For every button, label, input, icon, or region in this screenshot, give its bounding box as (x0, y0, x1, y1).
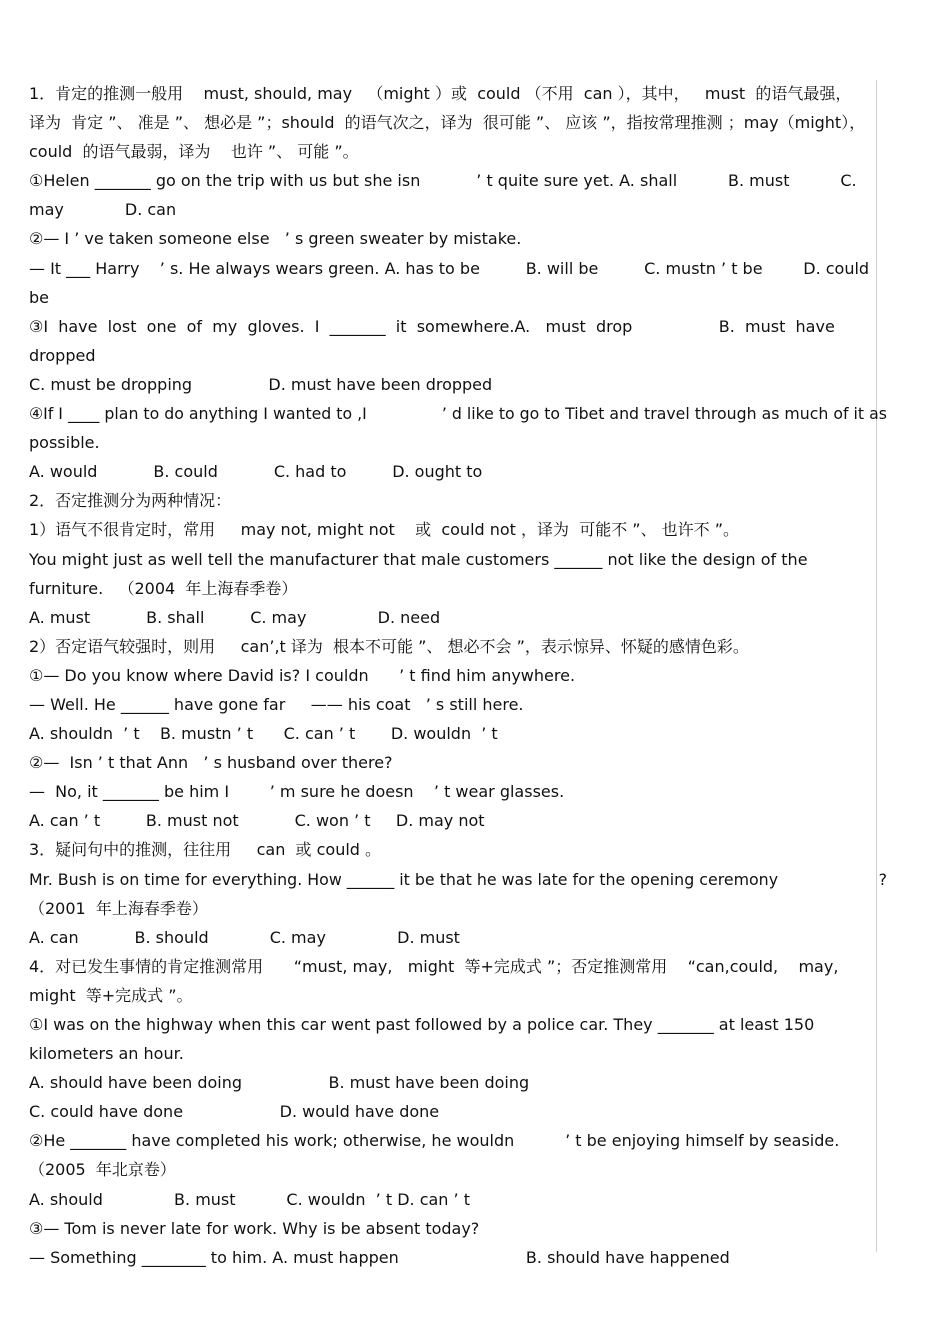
text-line: You might just as well tell the manufacturer that male customers ______ not like the design of the (29, 549, 808, 569)
text-line: ②— I ’ ve taken someone else ’ s green sweater by mistake. (29, 229, 522, 249)
text-line: possible. (29, 433, 100, 453)
text-line: — Well. He ______ have gone far —— his coat ’ s still here. (29, 694, 524, 714)
text-line: Mr. Bush is on time for everything. How ______ it be that he was late for the opening ceremony ? (29, 869, 888, 889)
text-line: ④If I ____ plan to do anything I wanted to ,I ’ d like to go to Tibet and travel through as much of it as (29, 404, 887, 424)
text-line: C. must be dropping D. must have been dropped (29, 374, 493, 394)
text-line: 3．疑问句中的推测，往往用 can 或 could 。 (29, 840, 382, 860)
text-line: A. shouldn ’ t B. mustn ’ t C. can ’ t D. wouldn ’ t (29, 724, 498, 744)
text-line: A. would B. could C. had to D. ought to (29, 462, 483, 482)
text-line: 4．对已发生事情的肯定推测常用 “must, may, might 等+完成式 ”；否定推测常用 “can,could, may, (29, 956, 839, 976)
text-line: ③— Tom is never late for work. Why is be absent today? (29, 1218, 480, 1238)
text-line: A. can B. should C. may D. must (29, 927, 460, 947)
text-line: may D. can (29, 200, 177, 220)
text-line: ①I was on the highway when this car went past followed by a police car. They _______ at least 150 (29, 1015, 815, 1034)
text-line: （2001 年上海春季卷） (29, 898, 208, 918)
text-line: ①— Do you know where David is? I couldn ’ t find him anywhere. (29, 665, 576, 685)
text-line: — It ___ Harry ’ s. He always wears green. A. has to be B. will be C. mustn ’ t be D. could (29, 258, 870, 278)
text-line: be (29, 287, 49, 307)
text-line: C. could have done D. would have done (29, 1102, 440, 1122)
text-line: — Something ________ to him. A. must happen B. should have happened (29, 1247, 730, 1267)
text-line: might 等+完成式 ”。 (29, 985, 193, 1005)
text-line: kilometers an hour. (29, 1044, 184, 1064)
document-body (29, 79, 887, 1272)
text-line: A. should have been doing B. must have been doing (29, 1073, 530, 1093)
text-line: 译为 肯定 ”、 准是 ”、 想必是 ”；should 的语气次之，译为 很可能 ”、 应该 ”，指按常理推测 ；may（might）， (29, 113, 866, 133)
text-line: 2．否定推测分为两种情况： (29, 491, 232, 511)
text-line: ①Helen _______ go on the trip with us but she isn ’ t quite sure yet. A. shall B. must C. (29, 171, 857, 191)
text-line: （2005 年北京卷） (29, 1160, 176, 1180)
text-line: furniture. （2004 年上海春季卷） (29, 578, 298, 598)
text-line: ③I have lost one of my gloves. I _______ it somewhere.A. must drop B. must have (29, 316, 835, 336)
text-line: 2）否定语气较强时，则用 can’,t 译为 根本不可能 ”、 想必不会 ”，表示惊异、怀疑的感情色彩。 (29, 636, 749, 656)
text-line: ②— Isn ’ t that Ann ’ s husband over there? (29, 753, 393, 773)
text-line: A. must B. shall C. may D. need (29, 607, 441, 627)
text-line: — No, it _______ be him I ’ m sure he doesn ’ t wear glasses. (29, 782, 565, 802)
text-line: dropped (29, 345, 96, 365)
text-line: ②He _______ have completed his work; otherwise, he wouldn ’ t be enjoying himself by seaside. (29, 1131, 840, 1151)
text-line: A. can ’ t B. must not C. won ’ t D. may not (29, 811, 485, 831)
text-line: A. should B. must C. wouldn ’ t D. can ’ t (29, 1189, 470, 1209)
text-line: 1）语气不很肯定时，常用 may not, might not 或 could not ，译为 可能不 ”、 也许不 ”。 (29, 520, 740, 540)
text-line: could 的语气最弱，译为 也许 ”、 可能 ”。 (29, 142, 359, 162)
text-line: 1．肯定的推测一般用 must, should, may （might ）或 could （不用 can ），其中， must 的语气最强， (29, 84, 852, 103)
